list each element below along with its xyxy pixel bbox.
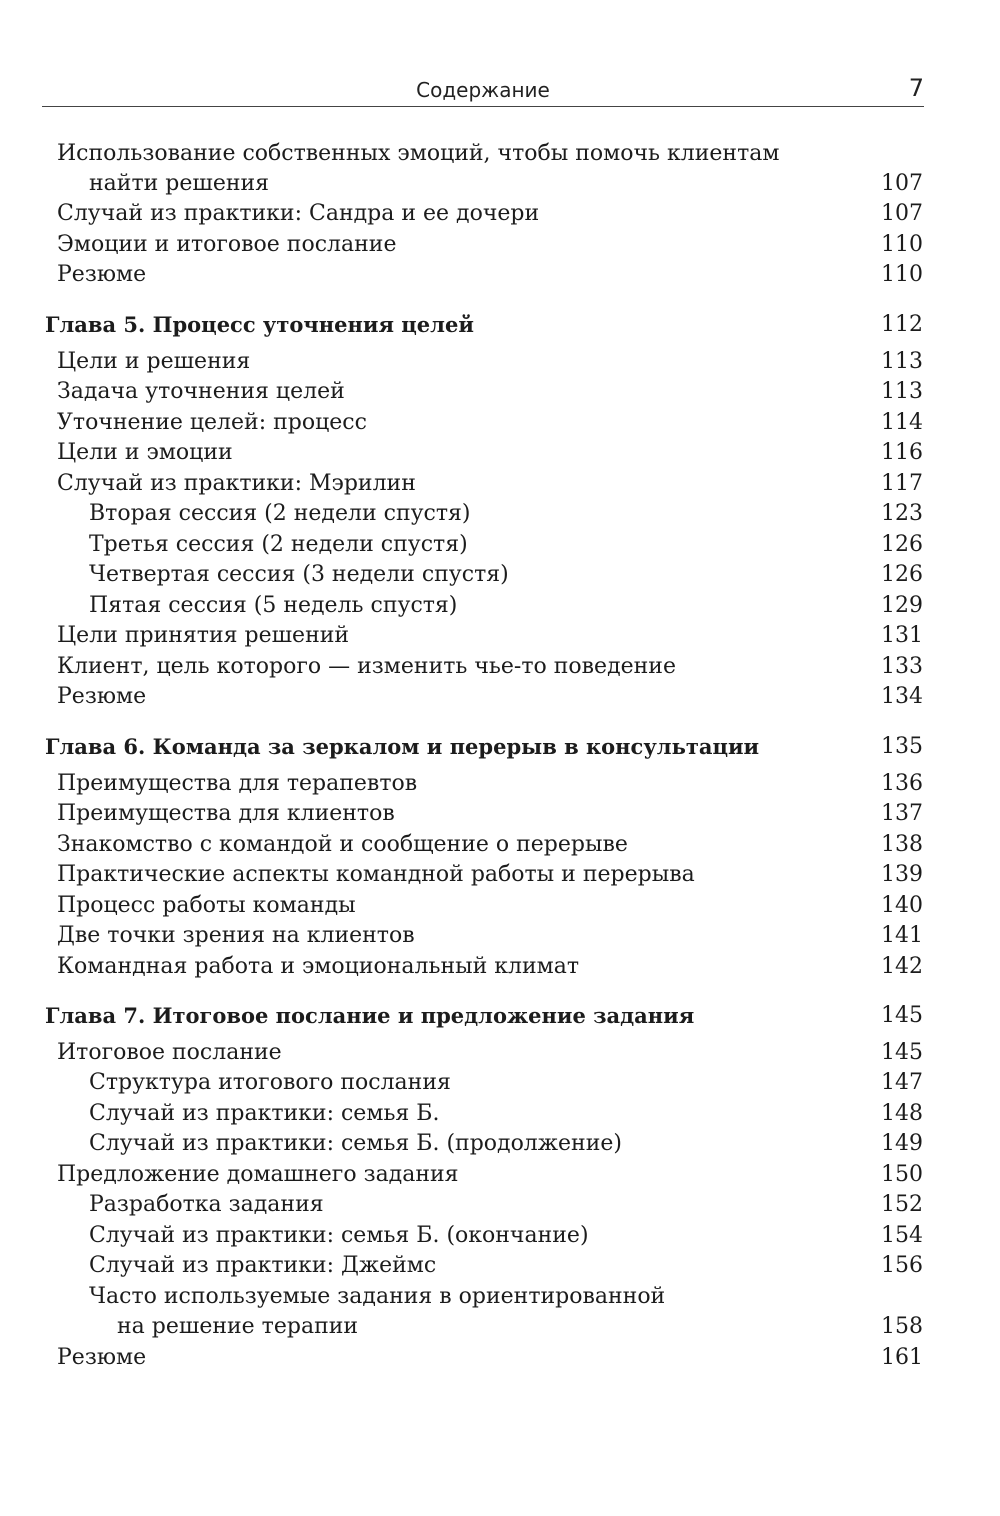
- chapter-page: 112: [881, 312, 923, 337]
- toc-entry-text: Цели принятия решений: [57, 623, 350, 648]
- toc-entry-text: Предложение домашнего задания: [57, 1162, 459, 1187]
- toc-entry-page: 152: [881, 1192, 923, 1217]
- toc-entry-text: Цели и эмоции: [57, 440, 233, 465]
- toc-entry-text: Две точки зрения на клиентов: [57, 923, 415, 948]
- toc-entry-page: 139: [881, 862, 923, 887]
- chapter-heading: Глава 6. Команда за зеркалом и перерыв в консультации: [45, 734, 760, 759]
- toc-entry-text: Вторая сессия (2 недели спустя): [89, 501, 471, 526]
- toc-entry-page: 138: [881, 832, 923, 857]
- toc-entry-page: 158: [881, 1314, 923, 1339]
- toc-entry-text: Итоговое послание: [57, 1040, 282, 1065]
- toc-entry-text: Часто используемые задания в ориентированной: [89, 1284, 666, 1309]
- toc-entry-page: 149: [881, 1131, 923, 1156]
- toc-entry-page: 136: [881, 771, 923, 796]
- toc-entry-page: 107: [881, 201, 923, 226]
- toc-entry-page: 126: [881, 562, 923, 587]
- toc-entry-page: 147: [881, 1070, 923, 1095]
- chapter-heading: Глава 5. Процесс уточнения целей: [45, 312, 474, 337]
- toc-entry-text: Случай из практики: Мэрилин: [57, 471, 416, 496]
- toc-entry-page: 117: [881, 471, 923, 496]
- toc-entry-text: Клиент, цель которого — изменить чье-то поведение: [57, 654, 676, 679]
- toc-entry-text: Четвертая сессия (3 недели спустя): [89, 562, 509, 587]
- toc-entry-text: Эмоции и итоговое послание: [57, 232, 397, 257]
- toc-entry-text: Пятая сессия (5 недель спустя): [89, 593, 458, 618]
- toc-entry-text: Преимущества для клиентов: [57, 801, 395, 826]
- toc-entry-text: Командная работа и эмоциональный климат: [57, 954, 580, 979]
- chapter-heading: Глава 7. Итоговое послание и предложение задания: [45, 1003, 695, 1028]
- toc-entry-text: Цели и решения: [57, 349, 251, 374]
- toc-entry-text: Знакомство с командой и сообщение о перерыве: [57, 832, 628, 857]
- toc-entry-page: 142: [881, 954, 923, 979]
- toc-entry-page: 140: [881, 893, 923, 918]
- toc-entry-text: Задача уточнения целей: [57, 379, 345, 404]
- toc-entry-page: 107: [881, 171, 923, 196]
- toc-entry-page: 129: [881, 593, 923, 618]
- toc-entry-text: Резюме: [57, 684, 147, 709]
- toc-entry-page: 150: [881, 1162, 923, 1187]
- toc-entry-text: Использование собственных эмоций, чтобы помочь клиентам: [57, 141, 780, 166]
- toc-entry-text: Случай из практики: семья Б. (окончание): [89, 1223, 589, 1248]
- running-header: [42, 76, 924, 107]
- chapter-page: 135: [881, 734, 923, 759]
- toc-entry-page: 161: [881, 1345, 923, 1370]
- toc-entry-text: на решение терапии: [117, 1314, 359, 1339]
- chapter-page: 145: [881, 1003, 923, 1028]
- toc-entry-page: 133: [881, 654, 923, 679]
- toc-entry-page: 148: [881, 1101, 923, 1126]
- toc-entry-text: найти решения: [89, 171, 270, 196]
- toc-entry-page: 134: [881, 684, 923, 709]
- toc-entry-text: Случай из практики: Джеймс: [89, 1253, 437, 1278]
- toc-entry-text: Разработка задания: [89, 1192, 324, 1217]
- running-title: Содержание: [416, 78, 550, 102]
- toc-entry-page: 154: [881, 1223, 923, 1248]
- toc-entry-page: 110: [881, 232, 923, 257]
- toc-entry-page: 131: [881, 623, 923, 648]
- toc-entry-text: Практические аспекты командной работы и перерыва: [57, 862, 695, 887]
- toc-entry-page: 110: [881, 262, 923, 287]
- toc-entry-text: Случай из практики: семья Б. (продолжение): [89, 1131, 622, 1156]
- toc-entry-text: Преимущества для терапевтов: [57, 771, 418, 796]
- toc-entry-text: Уточнение целей: процесс: [57, 410, 367, 435]
- page-number: 7: [908, 74, 924, 102]
- toc-entry-text: Третья сессия (2 недели спустя): [89, 532, 468, 557]
- toc-entry-page: 137: [881, 801, 923, 826]
- toc-entry-page: 123: [881, 501, 923, 526]
- toc-entry-text: Процесс работы команды: [57, 893, 356, 918]
- toc-entry-text: Структура итогового послания: [89, 1070, 451, 1095]
- toc-entry-page: 114: [881, 410, 923, 435]
- toc-entry-text: Случай из практики: семья Б.: [89, 1101, 440, 1126]
- toc-entry-text: Резюме: [57, 1345, 147, 1370]
- toc-entry-page: 145: [881, 1040, 923, 1065]
- toc-entry-page: 113: [881, 379, 923, 404]
- toc-entry-page: 141: [881, 923, 923, 948]
- toc-entry-text: Резюме: [57, 262, 147, 287]
- toc-entry-page: 126: [881, 532, 923, 557]
- toc-entry-page: 116: [881, 440, 923, 465]
- toc-entry-text: Случай из практики: Сандра и ее дочери: [57, 201, 540, 226]
- toc-entry-page: 113: [881, 349, 923, 374]
- toc-entry-page: 156: [881, 1253, 923, 1278]
